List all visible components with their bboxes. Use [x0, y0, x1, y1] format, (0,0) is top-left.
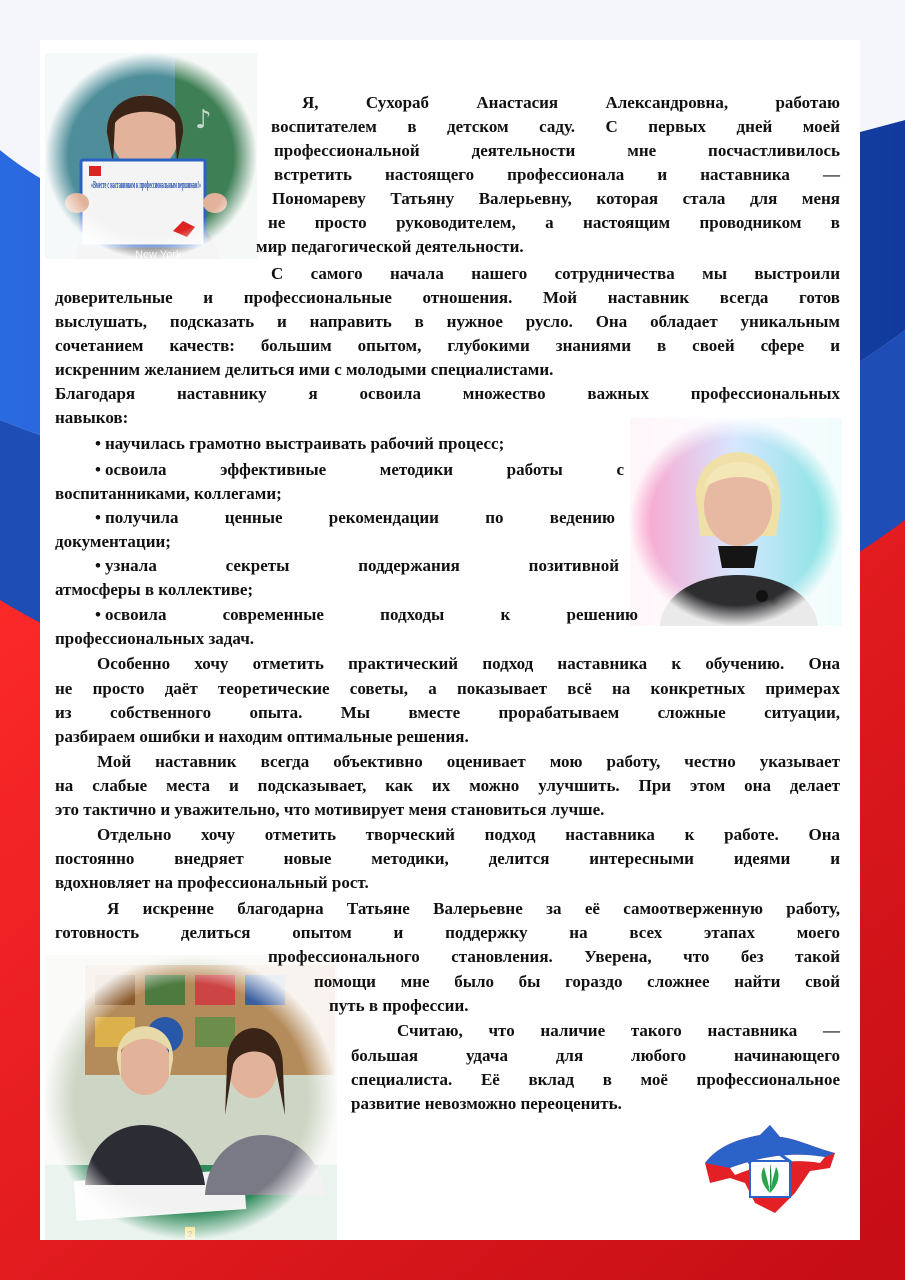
- intro-line-6: мир педагогической деятельности.: [256, 237, 524, 256]
- bullet-dot-icon: •: [95, 556, 101, 575]
- intro-line-5: не просто руководителем, а настоящим проводником в: [268, 213, 840, 232]
- p7-line-0: Я искренне благодарна Татьяне Валерьевне за её самоотверженную работу,: [107, 899, 840, 918]
- bullet-text: получила ценные рекомендации по ведению: [105, 508, 615, 527]
- p5-line-0: Мой наставник всегда объективно оценивает мою работу, честно указывает: [97, 752, 840, 771]
- bullet-dot-icon: •: [95, 605, 101, 624]
- p6-line-2: вдохновляет на профессиональный рост.: [55, 873, 369, 892]
- p4-line-0: Особенно хочу отметить практический подход наставника к обучению. Она: [97, 654, 840, 673]
- bullet-1-cont: воспитанниками, коллегами;: [55, 484, 282, 503]
- p5-line-2: это тактично и уважительно, что мотивирует меня становиться лучше.: [55, 800, 605, 819]
- p3-line-0: Благодаря наставнику я освоила множество важных профессиональных: [55, 384, 840, 403]
- mentee-photo: [45, 53, 257, 259]
- bullet-dot-icon: •: [95, 460, 101, 479]
- p7-line-4: путь в профессии.: [329, 996, 469, 1015]
- bullet-1: [95, 458, 624, 482]
- p3-line-1: навыков:: [55, 408, 129, 427]
- p4-line-1: не просто даёт теоретические советы, а показывает всё на конкретных примерах: [55, 679, 840, 698]
- p4-line-2: из собственного опыта. Мы вместе прорабатываем сложные ситуации,: [55, 703, 840, 722]
- bullet-text: узнала секреты поддержания позитивной: [105, 556, 619, 575]
- p8-line-2: специалиста. Её вклад в моё профессиональное: [351, 1070, 840, 1089]
- bullet-dot-icon: •: [95, 434, 101, 453]
- bullet-3: [95, 554, 619, 578]
- p7-line-1: готовность делиться опытом и поддержку на всех этапах моего: [55, 923, 840, 942]
- bullet-2: [95, 506, 615, 530]
- p7-line-3: помощи мне было бы гораздо сложнее найти свой: [314, 972, 840, 991]
- bullet-4: [95, 603, 638, 627]
- mentor-and-mentee-at-table: [45, 955, 337, 1240]
- p6-line-0: Отдельно хочу отметить творческий подход наставника к работе. Она: [97, 825, 840, 844]
- p2-line-2: выслушать, подсказать и направить в нужное русло. Она обладает уникальным: [55, 312, 840, 331]
- p5-line-1: на слабые места и подсказывает, как их можно улучшить. При этом она делает: [55, 776, 840, 795]
- p8-line-3: развитие невозможно переоценить.: [351, 1094, 622, 1113]
- mentor-portrait: [630, 418, 842, 626]
- bullet-text: освоила современные подходы к решению: [105, 605, 638, 624]
- intro-line-3: встретить настоящего профессионала и наставника —: [274, 165, 840, 184]
- p2-line-4: искренним желанием делиться ими с молодыми специалистами.: [55, 360, 554, 379]
- p8-line-1: большая удача для любого начинающего: [351, 1046, 840, 1065]
- p7-line-2: профессионального становления. Уверена, что без такой: [268, 947, 840, 966]
- bullet-text: научилась грамотно выстраивать рабочий процесс;: [105, 434, 505, 453]
- intro-line-0: Я, Сухораб Анастасия Александровна, работаю: [302, 93, 840, 112]
- bullet-4-cont: профессиональных задач.: [55, 629, 255, 648]
- bullet-2-cont: документации;: [55, 532, 171, 551]
- bullet-0: [95, 432, 504, 456]
- p8-line-0: Считаю, что наличие такого наставника —: [397, 1021, 840, 1040]
- bullet-dot-icon: •: [95, 508, 101, 527]
- crimea-union-logo: [700, 1123, 840, 1218]
- bullet-3-cont: атмосферы в коллективе;: [55, 580, 254, 599]
- intro-line-2: профессиональной деятельности мне посчастливилось: [274, 141, 840, 160]
- intro-line-4: Пономареву Татьяну Валерьевну, которая стала для меня: [272, 189, 840, 208]
- p2-line-3: сочетанием качеств: большим опытом, глубокими знаниями в своей сфере и: [55, 336, 840, 355]
- intro-line-1: воспитателем в детском саду. С первых дней моей: [271, 117, 840, 136]
- p2-line-0: С самого начала нашего сотрудничества мы выстроили: [271, 264, 840, 283]
- bullet-text: освоила эффективные методики работы с: [105, 460, 624, 479]
- p6-line-1: постоянно внедряет новые методики, делится интересными идеями и: [55, 849, 840, 868]
- p4-line-3: разбираем ошибки и находим оптимальные решения.: [55, 727, 469, 746]
- p2-line-1: доверительные и профессиональные отношения. Мой наставник всегда готов: [55, 288, 840, 307]
